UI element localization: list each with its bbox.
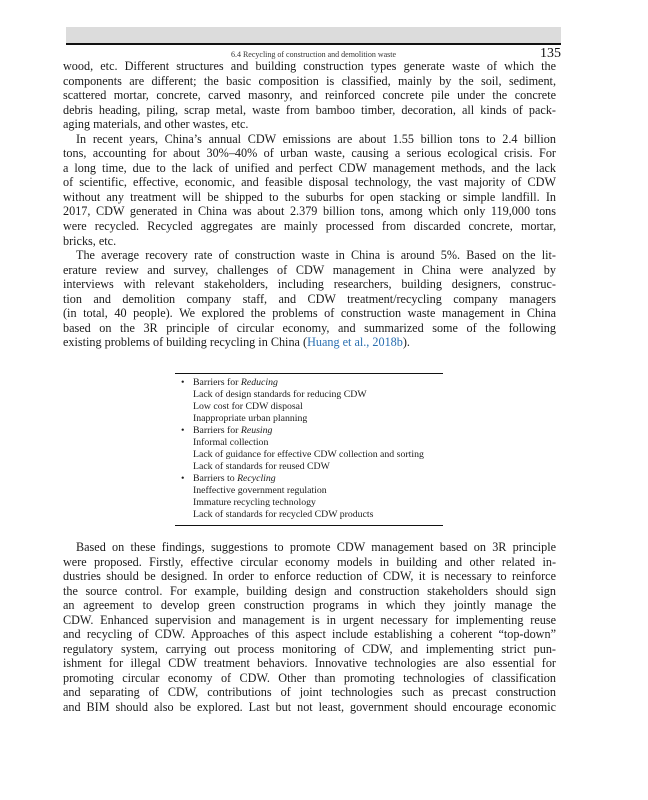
text-line: tion and demolition company staff, and CDW treatment/recycling company managers	[63, 291, 556, 306]
text-line: promoting circular economy of CDW. Other than promoting technologies of classification	[63, 670, 556, 685]
text-line: were proposed. Firstly, effective circular economy models in building and other related in-	[63, 554, 556, 569]
text-line: CDW. Enhanced supervision and management is in urgent necessary for implementing reuse	[63, 612, 556, 627]
body-text-top	[63, 59, 556, 350]
barrier-item: Lack of standards for recycled CDW products	[193, 509, 374, 520]
barrier-prefix: Barriers to	[193, 473, 238, 484]
text-line-citation	[63, 335, 556, 350]
barrier-item: Inappropriate urban planning	[193, 413, 308, 424]
barriers-box	[175, 373, 443, 526]
text-line: erature review and survey, challenges of CDW management in China were analyzed by	[63, 262, 556, 277]
text-line: regulatory system, carrying out process monitoring of CDW, and implementing strict pun-	[63, 641, 556, 656]
barrier-item: Lack of guidance for effective CDW collection and sorting	[193, 449, 424, 460]
barrier-item: Immature recycling technology	[193, 497, 316, 508]
text-line: were recycled. Recycled aggregates are mainly processed from discarded concrete, mortar,	[63, 219, 556, 234]
text-line: and BIM should also be explored. Last but not least, government should encourage economic	[63, 700, 556, 715]
text-line: interviews with relevant stakeholders, including researchers, building designers, construc-	[63, 277, 556, 292]
text-line: of scientific, effective, economic, and feasible disposal technology, the vast majority of CDW	[63, 175, 556, 190]
body-text-bottom	[63, 540, 556, 715]
barrier-heading	[175, 377, 443, 389]
barrier-heading	[175, 473, 443, 485]
text-line: based on the 3R principle of circular economy, and summarized some of the following	[63, 320, 556, 335]
text-line: wood, etc. Different structures and building construction types generate waste of which the	[63, 59, 556, 73]
page-number: 135	[540, 46, 561, 61]
text-line: bricks, etc.	[63, 233, 117, 248]
text-line: Based on these findings, suggestions to promote CDW management based on 3R principle	[76, 540, 556, 554]
text-line: The average recovery rate of construction waste in China is around 5%. Based on the lit-	[76, 248, 556, 263]
barrier-item: Ineffective government regulation	[193, 485, 327, 496]
text-fragment: ).	[402, 335, 410, 350]
barrier-prefix: Barriers for	[193, 425, 241, 436]
barrier-item: Lack of design standards for reducing CDW	[193, 389, 367, 400]
text-line: and recycling of CDW. Approaches of this aspect include establishing a coherent “top-down”	[63, 627, 556, 642]
barrier-term: Recycling	[237, 473, 276, 484]
text-fragment: existing problems of building recycling in China (	[63, 335, 308, 350]
text-line: scattered mortar, concrete, carved masonry, and reinforced concrete pile under the concrete	[63, 88, 556, 103]
text-line: an agreement to develop green construction programs in which they jointly manage the	[63, 598, 556, 613]
text-line: debris heading, piling, scrap metal, waste from bamboo timber, decoration, all kinds of pack-	[63, 102, 556, 117]
text-line: a long time, due to the lack of unified and perfect CDW management methods, and the lack	[63, 160, 556, 175]
header-bar	[66, 27, 561, 45]
barrier-term: Reusing	[240, 425, 273, 436]
barrier-item: Low cost for CDW disposal	[193, 401, 303, 412]
barrier-item: Lack of standards for reused CDW	[193, 461, 330, 472]
text-line: without any treatment will be shipped to the suburbs for open stacking or simple landfill. In	[63, 189, 556, 204]
text-line: 2017, CDW generated in China was about 2.379 billion tons, among which only 119,000 tons	[63, 204, 556, 219]
text-line: (in total, 40 people). We explored the problems of construction waste management in China	[63, 306, 556, 321]
barrier-item: Informal collection	[193, 437, 269, 448]
citation-link[interactable]: Huang et al., 2018b	[307, 335, 403, 350]
barrier-prefix: Barriers for	[193, 377, 241, 388]
text-line: components are different; the basic composition is classified, mainly by the soil, sediment,	[63, 73, 556, 88]
barrier-heading	[175, 425, 443, 437]
text-line: tons, accounting for about 30%–40% of urban waste, causing a serious ecological crisis. For	[63, 146, 556, 161]
section-title: 6.4 Recycling of construction and demolition waste	[230, 50, 397, 59]
text-line: In recent years, China’s annual CDW emissions are about 1.55 billion tons to 2.4 billion	[76, 131, 556, 146]
text-line: the source control. For example, building design and construction stakeholders should sign	[63, 583, 556, 598]
text-line: ishment for illegal CDW treatment behaviors. Innovative technologies are also essential for	[63, 656, 556, 671]
barrier-term: Reducing	[240, 377, 278, 388]
text-line: and separating of CDW, contributions of joint technologies such as precast construction	[63, 685, 556, 700]
text-line: dustries should be designed. In order to enforce reduction of CDW, it is necessary to reinforce	[63, 569, 556, 584]
text-line: aging materials, and other wastes, etc.	[63, 117, 249, 132]
